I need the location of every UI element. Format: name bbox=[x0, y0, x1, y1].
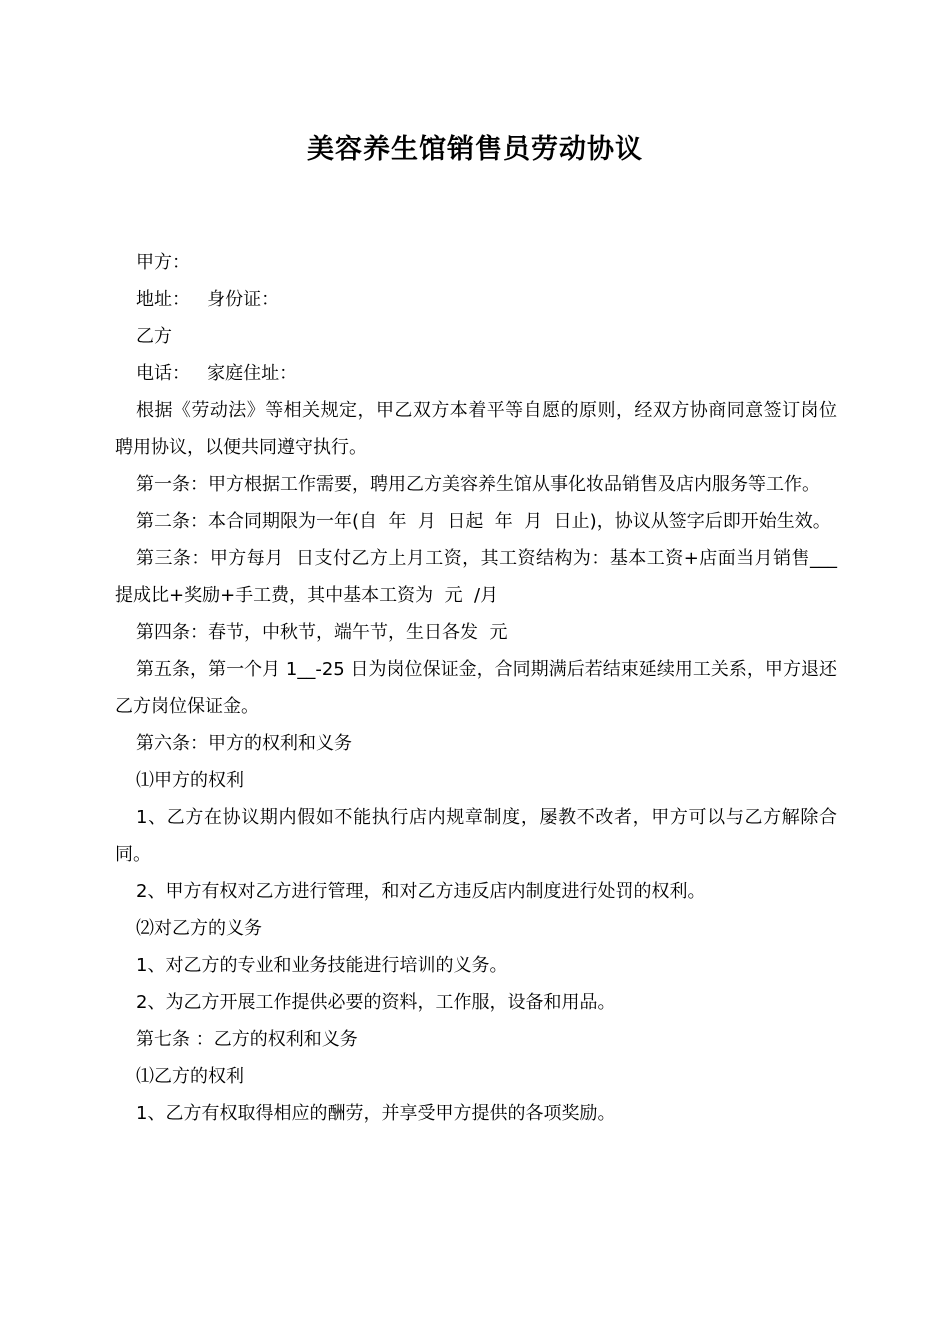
paragraph-article-4: 第四条：春节，中秋节，端午节，生日各发 元 bbox=[136, 622, 508, 643]
paragraph-article-5: 第五条，第一个月 1__-25 日为岗位保证金，合同期满后若结束延续用工关系，甲方退还乙方岗位保证金。 bbox=[115, 659, 837, 717]
paragraph-article-3: 第三条：甲方每月 日支付乙方上月工资，其工资结构为：基本工资+店面当月销售___提成比+奖励+手工费，其中基本工资为 元 /月 bbox=[115, 548, 837, 606]
paragraph-party-b: 乙方 bbox=[136, 326, 172, 347]
paragraph-party-a-duty-1: 1、对乙方的专业和业务技能进行培训的义务。 bbox=[136, 955, 508, 976]
paragraph-article-1: 第一条：甲方根据工作需要，聘用乙方美容养生馆从事化妆品销售及店内服务等工作。 bbox=[136, 474, 820, 495]
paragraph-party-a: 甲方： bbox=[136, 252, 190, 273]
paragraph-article-6: 第六条：甲方的权利和义务 bbox=[136, 733, 352, 754]
paragraph-party-b-right-1: 1、乙方有权取得相应的酬劳，并享受甲方提供的各项奖励。 bbox=[136, 1103, 616, 1124]
paragraph-party-a-right-1: 1、乙方在协议期内假如不能执行店内规章制度，屡教不改者，甲方可以与乙方解除合同。 bbox=[115, 807, 837, 865]
paragraph-preamble: 根据《劳动法》等相关规定，甲乙双方本着平等自愿的原则，经双方协商同意签订岗位聘用协议，以便共同遵守执行。 bbox=[115, 400, 837, 458]
paragraph-article-2: 第二条：本合同期限为一年(自 年 月 日起 年 月 日止)，协议从签字后即开始生效。 bbox=[136, 511, 831, 532]
paragraph-article-7: 第七条 ：乙方的权利和义务 bbox=[136, 1029, 358, 1050]
paragraph-party-b-rights-heading: ⑴乙方的权利 bbox=[136, 1066, 244, 1087]
paragraph-party-a-right-2: 2、甲方有权对乙方进行管理，和对乙方违反店内制度进行处罚的权利。 bbox=[136, 881, 706, 902]
paragraph-party-a-duty-2: 2、为乙方开展工作提供必要的资料，工作服，设备和用品。 bbox=[136, 992, 616, 1013]
paragraph-address-id: 地址： 身份证： bbox=[136, 289, 280, 310]
document-title: 美容养生馆销售员劳动协议 bbox=[307, 134, 643, 165]
document-body bbox=[115, 244, 837, 1132]
paragraph-party-a-rights-heading: ⑴甲方的权利 bbox=[136, 770, 244, 791]
paragraph-phone-home: 电话： 家庭住址： bbox=[136, 363, 298, 384]
paragraph-party-a-duties-heading: ⑵对乙方的义务 bbox=[136, 918, 262, 939]
